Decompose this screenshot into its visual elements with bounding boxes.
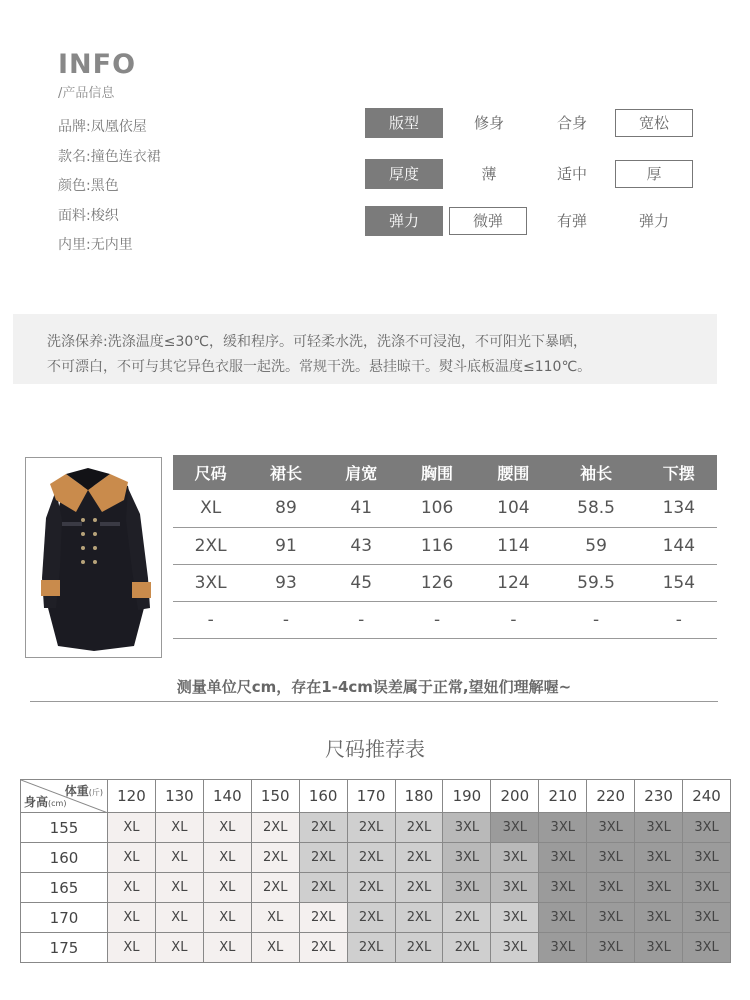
table-cell: 126 [399,564,475,601]
info-title: INFO [58,49,137,80]
size-cell: 3XL [539,903,587,933]
size-cell: 3XL [491,843,539,873]
table-cell: 43 [324,527,399,564]
param-label: 版型 [365,108,443,138]
size-cell: 2XL [347,933,395,963]
table-cell: XL [173,490,248,527]
size-cell: 3XL [683,903,731,933]
param-option-selected: 宽松 [615,109,693,137]
size-cell: XL [155,843,203,873]
param-option: 弹力 [638,212,669,230]
param-option: 薄 [481,165,497,183]
weight-header-cell: 220 [587,780,635,813]
size-cell: 3XL [539,813,587,843]
table-row [173,564,717,601]
table-row [21,813,731,843]
weight-header-cell: 120 [108,780,156,813]
size-cell: XL [108,843,156,873]
weight-header-cell: 170 [347,780,395,813]
size-cell: 3XL [491,813,539,843]
param-row-thickness [365,159,705,189]
attribute-list [58,117,161,265]
size-cell: 2XL [347,843,395,873]
table-row [173,490,717,527]
weight-header-cell: 130 [155,780,203,813]
size-cell: XL [155,933,203,963]
table-cell: - [641,601,717,638]
param-row-fit [365,108,705,138]
param-label: 厚度 [365,159,443,189]
care-instructions [13,314,717,384]
size-cell: XL [251,933,299,963]
table-cell: 154 [641,564,717,601]
size-cell: 3XL [587,843,635,873]
size-cell: 2XL [347,873,395,903]
table-cell: - [248,601,323,638]
size-cell: 3XL [683,873,731,903]
header-cell: 下摆 [641,455,717,490]
size-cell: 2XL [299,813,347,843]
size-table [173,455,717,639]
size-cell: 3XL [683,933,731,963]
weight-header-cell: 190 [443,780,491,813]
size-cell: 3XL [539,933,587,963]
param-option-selected: 微弹 [449,207,527,235]
height-cell: 170 [21,903,108,933]
table-cell: 3XL [173,564,248,601]
table-cell: - [552,601,641,638]
table-row [21,843,731,873]
size-cell: 3XL [635,933,683,963]
size-cell: 3XL [539,843,587,873]
care-line-2: 不可漂白，不可与其它异色衣服一起洗。常规干洗。悬挂晾干。熨斗底板温度≤110℃。 [47,359,592,375]
size-cell: 2XL [251,843,299,873]
attribute-color: 颜色:黑色 [58,178,119,194]
size-cell: 2XL [299,843,347,873]
size-cell: XL [108,933,156,963]
size-cell: XL [155,813,203,843]
size-cell: 2XL [347,903,395,933]
weight-header-cell: 140 [203,780,251,813]
weight-label: 体重(斤) [64,784,103,798]
header-cell: 胸围 [399,455,475,490]
table-cell: 144 [641,527,717,564]
table-cell: - [324,601,399,638]
weight-header-cell: 230 [635,780,683,813]
size-cell: 2XL [395,903,443,933]
table-cell: - [173,601,248,638]
height-cell: 155 [21,813,108,843]
size-cell: 2XL [251,813,299,843]
size-recommendation-table [20,779,731,963]
table-cell: 91 [248,527,323,564]
table-cell: 116 [399,527,475,564]
param-option: 合身 [556,114,587,132]
param-label: 弹力 [365,206,443,236]
table-cell: 59.5 [552,564,641,601]
weight-header-cell: 180 [395,780,443,813]
measure-note: 测量单位尺cm，存在1-4cm误差属于正常,望妞们理解喔~ [30,676,718,702]
size-cell: XL [155,903,203,933]
weight-header-cell: 200 [491,780,539,813]
recommend-header-row [21,780,731,813]
table-cell: 106 [399,490,475,527]
size-cell: 3XL [587,873,635,903]
size-cell: XL [155,873,203,903]
size-cell: 2XL [251,873,299,903]
size-cell: 3XL [587,933,635,963]
size-cell: 2XL [299,873,347,903]
attribute-fabric: 面料:梭织 [58,207,119,224]
table-cell: - [399,601,475,638]
height-label: 身高(cm) [24,795,67,809]
size-table-header [173,455,717,490]
height-cell: 160 [21,843,108,873]
param-option: 有弹 [556,212,587,230]
size-cell: 2XL [395,843,443,873]
size-cell: 3XL [587,903,635,933]
size-cell: 3XL [539,873,587,903]
size-cell: 2XL [299,933,347,963]
table-row [21,903,731,933]
param-option: 适中 [556,165,587,183]
size-cell: 2XL [443,933,491,963]
param-option: 修身 [473,114,504,132]
table-cell: 41 [324,490,399,527]
table-row [21,873,731,903]
table-cell: 124 [475,564,551,601]
size-cell: XL [203,843,251,873]
header-cell: 袖长 [552,455,641,490]
size-cell: 3XL [491,873,539,903]
attribute-lining: 内里:无内里 [58,237,133,253]
table-cell: 134 [641,490,717,527]
corner-cell [21,780,108,813]
attribute-style-name: 款名:撞色连衣裙 [58,148,161,165]
table-cell: 45 [324,564,399,601]
size-cell: XL [203,873,251,903]
table-row [173,601,717,638]
size-cell: XL [203,933,251,963]
weight-header-cell: 240 [683,780,731,813]
size-cell: 3XL [443,813,491,843]
header-cell: 尺码 [173,455,248,490]
table-cell: 114 [475,527,551,564]
size-cell: 2XL [395,813,443,843]
care-line-1: 洗涤保养:洗涤温度≤30℃，缓和程序。可轻柔水洗，洗涤不可浸泡，不可阳光下暴晒， [47,334,587,350]
header-cell: 裙长 [248,455,323,490]
size-cell: 3XL [635,813,683,843]
height-cell: 175 [21,933,108,963]
size-cell: 2XL [299,903,347,933]
info-subtitle: /产品信息 [58,86,115,101]
size-cell: 3XL [587,813,635,843]
header-cell: 肩宽 [324,455,399,490]
weight-header-cell: 210 [539,780,587,813]
table-cell: 93 [248,564,323,601]
size-cell: XL [108,873,156,903]
size-cell: 3XL [635,843,683,873]
size-cell: 3XL [491,933,539,963]
table-cell: 58.5 [552,490,641,527]
table-row [21,933,731,963]
dress-illustration [26,458,161,657]
size-cell: 3XL [683,843,731,873]
size-cell: 3XL [635,873,683,903]
recommend-title: 尺码推荐表 [325,737,425,761]
size-cell: 2XL [443,903,491,933]
table-cell: 59 [552,527,641,564]
size-cell: XL [251,903,299,933]
size-cell: 3XL [443,873,491,903]
header-cell: 腰围 [475,455,551,490]
size-cell: 2XL [395,873,443,903]
product-image [25,457,162,658]
size-cell: 2XL [395,933,443,963]
table-cell: 89 [248,490,323,527]
size-cell: XL [108,813,156,843]
param-row-elasticity [365,206,705,236]
size-cell: 2XL [347,813,395,843]
size-cell: 3XL [443,843,491,873]
height-cell: 165 [21,873,108,903]
table-row [173,527,717,564]
weight-header-cell: 160 [299,780,347,813]
size-cell: XL [108,903,156,933]
table-cell: 104 [475,490,551,527]
table-cell: 2XL [173,527,248,564]
size-cell: 3XL [491,903,539,933]
size-cell: XL [203,903,251,933]
param-option-selected: 厚 [615,160,693,188]
size-cell: 3XL [635,903,683,933]
attribute-brand: 品牌:凤凰依屋 [58,119,147,135]
size-cell: XL [203,813,251,843]
weight-header-cell: 150 [251,780,299,813]
size-cell: 3XL [683,813,731,843]
table-cell: - [475,601,551,638]
